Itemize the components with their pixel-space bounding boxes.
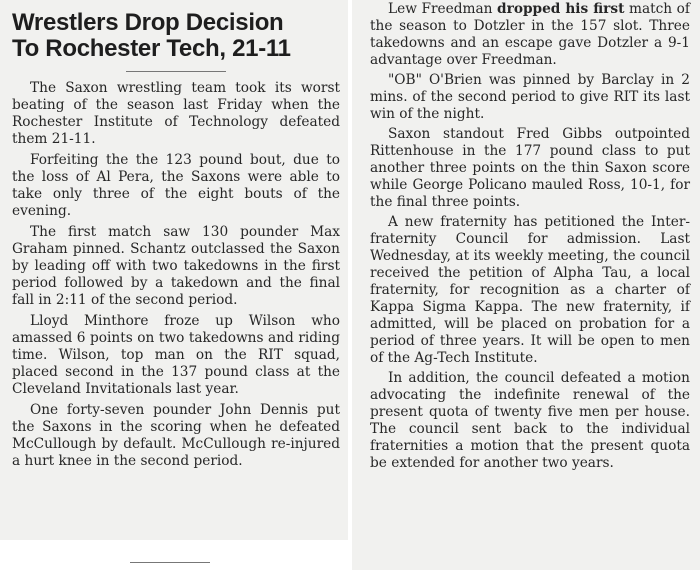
article-paragraph: One forty-seven pounder John Dennis put the Saxons in the scoring when he defeated McCullough by default. McCullough re-injured a hurt knee in the second period. (12, 402, 340, 469)
fraternity-paragraph: In addition, the council defeated a motion advocating the indefinite renewal of the present quota of twenty five men per house. The council sent back to the individual fraternities a motion that the present quota be extended for another two years. (370, 370, 690, 471)
right-column (352, 0, 700, 570)
paragraph-text: match of the season to Dotzler in the 157 slot. Three takedowns and an escape gave Dotzler a 9-1 advantage over Freedman. (370, 1, 690, 68)
left-column (0, 0, 348, 540)
article-paragraph: The Saxon wrestling team took its worst beating of the season last Friday when the Rochester Institute of Technology defeated them 21-11. (12, 80, 340, 147)
fraternity-paragraph: A new fraternity has petitioned the Inter-fraternity Council for admission. Last Wednesday, at its weekly meeting, the council received the petition of Alpha Tau, a local fraternity, for recognition as a charter of Kappa Sigma Kappa. The new fraternity, if admitted, will be placed on probation for a period of three years. It will be open to men of the Ag-Tech Institute. (370, 214, 690, 366)
article-paragraph: Forfeiting the the 123 pound bout, due to the loss of Al Pera, the Saxons were able to take only three of the eight bouts of the evening. (12, 152, 340, 219)
article-paragraph: The first match saw 130 pounder Max Graham pinned. Schantz outclassed the Saxon by leading off with two takedowns in the first period followed by a takedown and the final fall in 2:11 of the second period. (12, 224, 340, 308)
bottom-divider (130, 562, 210, 563)
headline (12, 10, 340, 62)
headline-divider (126, 71, 226, 72)
article-paragraph: "OB" O'Brien was pinned by Barclay in 2 mins. of the second period to give RIT its last win of the night. (370, 72, 690, 122)
article-paragraph: Saxon standout Fred Gibbs outpointed Rittenhouse in the 177 pound class to put another three points on the thin Saxon score while George Policano mauled Ross, 10-1, for the final three points. (370, 126, 690, 210)
article-paragraph (370, 1, 690, 69)
article-paragraph: Lloyd Minthore froze up Wilson who amassed 6 points on two takedowns and riding time. Wilson, top man on the RIT squad, placed second in the 137 pound class at the Cleveland Invitationals last year. (12, 313, 340, 397)
paragraph-text: Lew Freedman (388, 1, 498, 17)
bold-text: dropped his first (497, 1, 625, 17)
headline-line-2: To Rochester Tech, 21-11 (12, 35, 291, 62)
headline-line-1: Wrestlers Drop Decision (12, 9, 284, 36)
